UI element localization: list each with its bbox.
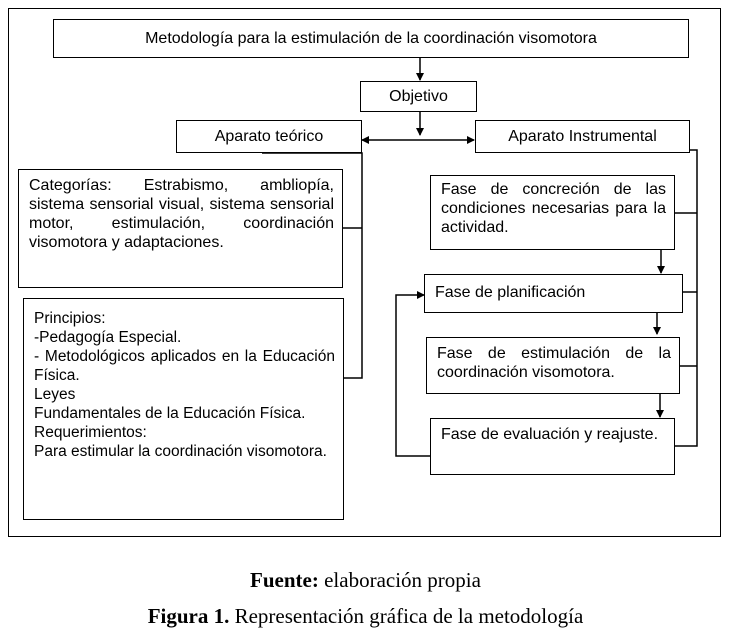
feedback-loop-arrow [396, 295, 430, 456]
source-text: elaboración propia [318, 568, 481, 592]
principles-line: Principios: [34, 310, 106, 327]
theoretical-box [176, 120, 362, 153]
principles-line: - Metodológicos aplicados en la Educación Física. [34, 348, 335, 384]
phase-stimulation-text: Fase de estimulación de la coordinación visomotora. [437, 345, 671, 381]
phase-evaluation-text: Fase de evaluación y reajuste. [441, 426, 659, 443]
principles-line: Requerimientos: [34, 424, 147, 441]
principles-line: Fundamentales de la Educación Física. [34, 405, 306, 422]
figure-label: Figura 1. [147, 604, 230, 628]
principles-line: -Pedagogía Especial. [34, 329, 182, 346]
phase-evaluation-box [430, 418, 675, 475]
categories-text: Categorías: Estrabismo, ambliopía, sistema sensorial visual, sistema sensorial motor, estimulación, coordinación visomotora y adaptaciones. [29, 177, 334, 251]
instrumental-label: Aparato Instrumental [508, 128, 657, 145]
objective-box [360, 81, 477, 112]
theoretical-label: Aparato teórico [214, 128, 324, 145]
phase-concretion-box [430, 175, 675, 250]
objective-text: Objetivo [389, 88, 448, 105]
figure-text: Representación gráfica de la metodología [229, 604, 584, 628]
phase-planning-box [424, 274, 683, 313]
title-text: Metodología para la estimulación de la coordinación visomotora [145, 30, 597, 47]
phase-stimulation-box [426, 337, 680, 394]
phase-concretion-text: Fase de concreción de las condiciones necesarias para la actividad. [441, 181, 666, 236]
source-caption [0, 568, 731, 593]
instrumental-box [475, 120, 690, 153]
principles-box [23, 298, 344, 520]
principles-line: Leyes [34, 386, 76, 403]
source-label: Fuente: [250, 568, 319, 592]
phase-planning-text: Fase de planificación [435, 284, 586, 301]
title-box [53, 19, 689, 58]
categories-box [18, 169, 343, 288]
principles-line: Para estimular la coordinación visomotora. [34, 443, 327, 460]
figure-caption [0, 604, 731, 629]
